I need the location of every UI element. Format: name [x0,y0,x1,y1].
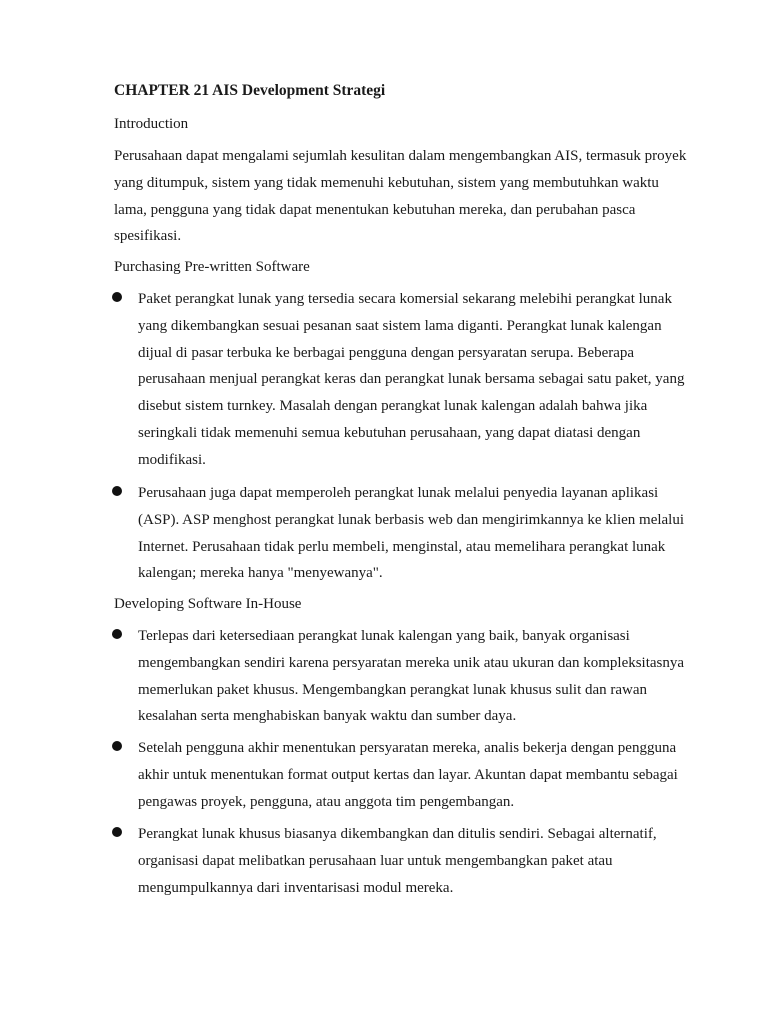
section-heading-developing: Developing Software In-House [114,596,302,612]
intro-heading: Introduction [114,116,189,132]
bullet-line: (ASP). ASP menghost perangkat lunak berbasis web dan mengirimkannya ke klien melalui [138,511,685,528]
bullet-line: dijual di pasar terbuka ke berbagai pengguna dengan persyaratan serupa. Beberapa [138,344,635,361]
bullet-dot-icon [112,827,122,837]
bullet-item [138,821,698,901]
bullet-line: yang dikembangkan sesuai pesanan saat sistem lama diganti. Perangkat lunak kalengan [138,317,662,334]
bullet-dot-icon [112,629,122,639]
bullet-item [138,286,698,474]
page-title: CHAPTER 21 AIS Development Strategi [114,82,386,99]
bullet-item [138,480,698,587]
bullet-line: memerlukan paket khusus. Mengembangkan perangkat lunak khusus sulit dan rawan [138,681,648,698]
bullet-line: organisasi dapat melibatkan perusahaan luar untuk mengembangkan paket atau [138,852,613,869]
bullet-line: mengembangkan sendiri karena persyaratan mereka unik atau ukuran dan kompleksitasnya [138,654,685,671]
bullet-line: Perusahaan juga dapat memperoleh perangkat lunak melalui penyedia layanan aplikasi [138,485,659,501]
bullet-line: Internet. Perusahaan tidak perlu membeli, menginstal, atau memelihara perangkat lunak [138,538,666,555]
section-heading-purchasing: Purchasing Pre-written Software [114,259,310,275]
bullet-dot-icon [112,741,122,751]
bullet-line: Paket perangkat lunak yang tersedia secara komersial sekarang melebihi perangkat lunak [138,291,672,307]
bullet-line: disebut sistem turnkey. Masalah dengan perangkat lunak kalengan adalah bahwa jika [138,398,648,415]
bullet-dot-icon [112,292,122,302]
bullet-line: mengumpulkannya dari inventarisasi modul mereka. [138,879,454,896]
paragraph-line: lama, pengguna yang tidak dapat menentukan kebutuhan mereka, dan perubahan pasca [114,201,636,218]
bullet-line: perusahaan menjual perangkat keras dan perangkat lunak bersama sebagai satu paket, yang [138,371,685,388]
bullet-dot-icon [112,486,122,496]
bullet-line: modifikasi. [138,451,206,468]
bullet-line: seringkali tidak memenuhi semua kebutuhan perusahaan, yang dapat diatasi dengan [138,424,641,441]
bullet-item [138,735,698,815]
bullet-line: akhir untuk menentukan format output kertas dan layar. Akuntan dapat membantu sebagai [138,766,678,783]
bullet-line: kesalahan serta menghabiskan banyak waktu dan sumber daya. [138,708,517,725]
bullet-item [138,623,698,730]
bullet-line: Terlepas dari ketersediaan perangkat lunak kalengan yang baik, banyak organisasi [138,628,630,644]
bullet-line: pengawas proyek, pengguna, atau anggota tim pengembangan. [138,793,515,810]
intro-paragraph [114,143,694,250]
paragraph-line: spesifikasi. [114,228,182,245]
paragraph-line: yang ditumpuk, sistem yang tidak memenuhi kebutuhan, sistem yang membutuhkan waktu [114,174,659,191]
bullet-line: kalengan; mereka hanya "menyewanya". [138,565,383,582]
bullet-line: Setelah pengguna akhir menentukan persyaratan mereka, analis bekerja dengan pengguna [138,740,677,756]
bullet-line: Perangkat lunak khusus biasanya dikembangkan dan ditulis sendiri. Sebagai alternatif, [138,826,657,842]
paragraph-line: Perusahaan dapat mengalami sejumlah kesulitan dalam mengembangkan AIS, termasuk proyek [114,148,687,164]
